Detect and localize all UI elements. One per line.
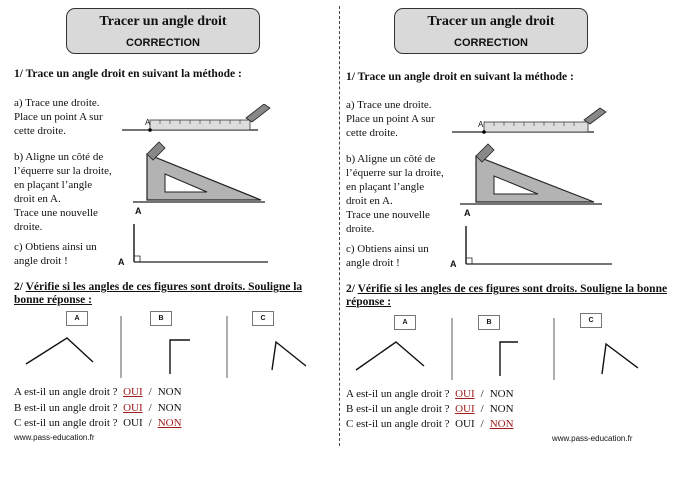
step-b-line: Trace une nouvelle [346,209,430,221]
answer-non: NON [157,402,182,414]
question-text: A est-il un angle droit ? [346,388,450,400]
right-angle-figure [452,222,622,270]
section-2-number: 2/ [14,281,23,293]
answer-non: NON [157,386,182,398]
question-text: C est-il un angle droit ? [14,417,118,429]
right-angle-figure [118,220,278,268]
angle-b [170,340,190,374]
step-c-line: c) Obtiens ainsi un [14,241,97,253]
answer-oui: OUI [455,418,475,430]
question-text: A est-il un angle droit ? [14,386,118,398]
angle-c [272,342,306,370]
step-b-line: droite. [14,221,43,233]
set-square-figure [125,138,275,218]
angle-figures [0,300,340,380]
answer-non: NON [489,418,514,430]
question-b [346,403,514,415]
footer-url: www.pass-education.fr [552,434,633,443]
section-2-number: 2/ [346,283,355,295]
section-2-text: Vérifie si les angles de ces figures sont droits. Souligne la bonne réponse : [14,281,303,306]
point-a-label: A [450,259,457,269]
angle-figures [340,302,680,382]
step-b-line: b) Aligne un côté de [14,151,104,163]
separator: / [148,386,152,398]
question-text: B est-il un angle droit ? [14,402,118,414]
answer-non: NON [489,388,514,400]
separator: / [480,388,484,400]
question-a [14,386,182,398]
worksheet-right [340,0,680,480]
figure-a-label: A [394,315,416,330]
step-c [346,242,464,270]
title-box [66,8,260,54]
step-a-line: Place un point A sur [14,111,103,123]
separator: / [148,402,152,414]
separator: / [148,417,152,429]
step-b [346,152,464,236]
question-b [14,402,182,414]
question-a [346,388,514,400]
step-c-line: angle droit ! [346,257,400,269]
section-1-text: 1/ Trace un angle droit en suivant la méthode : [346,71,574,83]
page-subtitle: CORRECTION [126,37,200,49]
angle-a [26,338,93,364]
question-text: C est-il un angle droit ? [346,418,450,430]
step-c [14,240,132,268]
answer-oui: OUI [123,386,143,398]
page-title: Tracer un angle droit [99,14,227,29]
step-b-line: en plaçant l’angle [14,179,93,191]
step-a [346,98,464,140]
angle-a [356,342,424,370]
point-a-label: A [464,208,471,218]
step-a-line: cette droite. [346,127,398,139]
separator: / [480,403,484,415]
section-1-heading [14,68,242,80]
angle-c [602,344,638,374]
answer-oui: OUI [123,402,143,414]
figure-b-label: B [150,311,172,326]
step-a-line: a) Trace une droite. [14,97,100,109]
step-b-line: en plaçant l’angle [346,181,425,193]
page-subtitle: CORRECTION [454,37,528,49]
question-c [14,417,182,429]
step-c-line: angle droit ! [14,255,68,267]
answer-oui: OUI [455,388,475,400]
ruler-icon [484,122,588,132]
step-a-line: cette droite. [14,125,66,137]
pencil-icon [584,108,606,124]
step-a-line: a) Trace une droite. [346,99,432,111]
answer-non: NON [489,403,514,415]
answer-oui: OUI [123,417,143,429]
section-2-text: Vérifie si les angles de ces figures sont droits. Souligne la bonne réponse : [346,283,668,308]
answer-non: NON [157,417,182,429]
step-b [14,150,132,234]
step-b-line: l’équerre sur la droite, [14,165,112,177]
question-c [346,418,514,430]
set-square-icon [147,154,261,200]
separator: / [480,418,484,430]
step-a-line: Place un point A sur [346,113,435,125]
step-b-line: b) Aligne un côté de [346,153,436,165]
figure-a-label: A [66,311,88,326]
step-b-line: Trace une nouvelle [14,207,98,219]
ruler-figure [448,106,608,142]
step-b-line: droite. [346,223,375,235]
section-1-heading [346,71,574,83]
set-square-figure [452,140,612,220]
page-title: Tracer un angle droit [427,14,555,29]
section-1-text: 1/ Trace un angle droit en suivant la méthode : [14,68,242,80]
angle-b [500,342,518,376]
point-a-label: A [135,206,142,216]
figure-c-label: C [580,313,602,328]
footer-url: www.pass-education.fr [14,433,95,442]
pencil-icon [246,104,270,122]
point-a-label: A [118,257,125,267]
step-b-line: droit en A. [346,195,393,207]
title-box [394,8,588,54]
step-c-line: c) Obtiens ainsi un [346,243,429,255]
answer-oui: OUI [455,403,475,415]
figure-c-label: C [252,311,274,326]
question-text: B est-il un angle droit ? [346,403,450,415]
point-a-label: A [478,120,484,129]
figure-b-label: B [478,315,500,330]
point-a-label: A [145,118,151,127]
ruler-figure [118,104,273,140]
step-a [14,96,132,138]
step-b-line: droit en A. [14,193,61,205]
step-b-line: l’équerre sur la droite, [346,167,444,179]
